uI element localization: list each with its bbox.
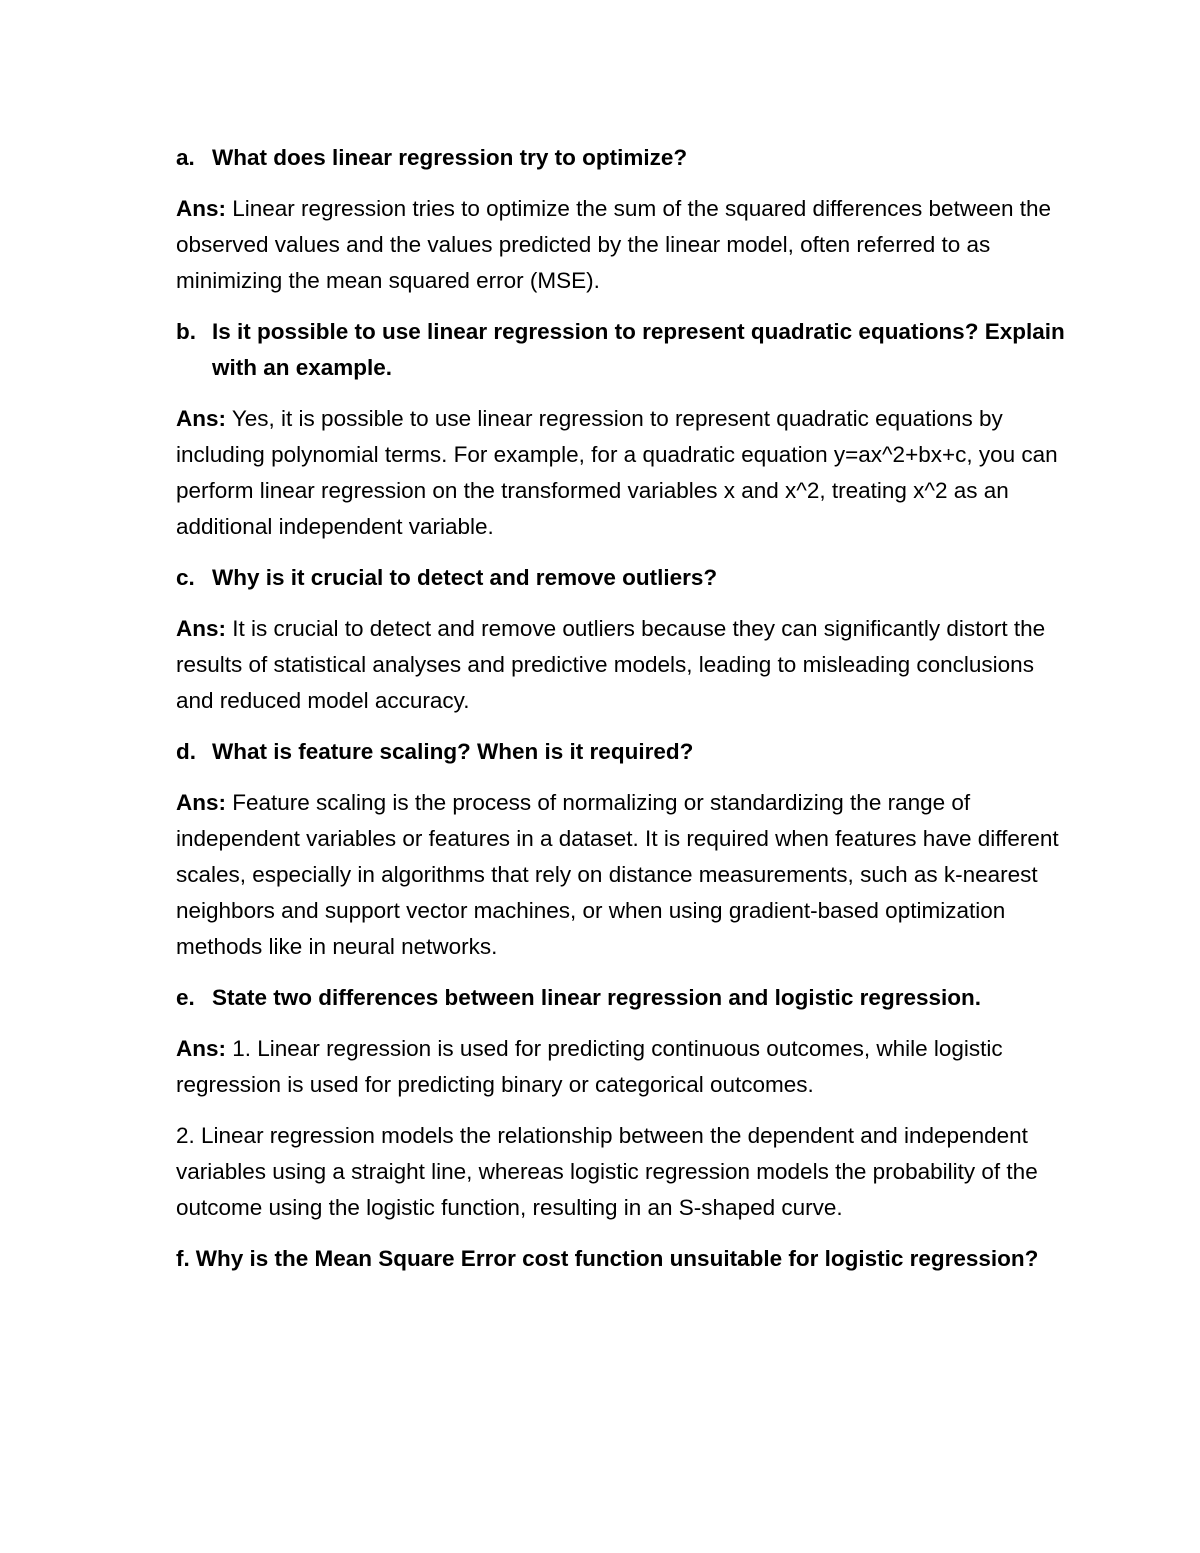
question-a [176, 140, 1076, 176]
answer-b [176, 401, 1076, 545]
answer-text: It is crucial to detect and remove outliers because they can significantly distort the results of statistical analyses and predictive models, leading to misleading conclusions and reduced model accuracy. [176, 616, 1046, 713]
answer-label: Ans: [176, 196, 226, 221]
answer-text: Feature scaling is the process of normalizing or standardizing the range of independent variables or features in a dataset. It is required when features have different scales, especially in algorithms that rely on distance measurements, such as k-nearest neighbors and support vector machines, or when using gradient-based optimization methods like in neural networks. [176, 790, 1059, 959]
answer-label: Ans: [176, 790, 226, 815]
question-text: State two differences between linear regression and logistic regression. [212, 985, 981, 1010]
answer-e [176, 1031, 1076, 1103]
question-marker: e. [176, 985, 195, 1010]
question-marker: c. [176, 565, 195, 590]
answer-text: Linear regression tries to optimize the sum of the squared differences between the observed values and the values predicted by the linear model, often referred to as minimizing the mean squared error (MSE). [176, 196, 1052, 293]
answer-text: 1. Linear regression is used for predicting continuous outcomes, while logistic regression is used for predicting binary or categorical outcomes. [176, 1036, 1003, 1097]
question-f [176, 1241, 1076, 1277]
document-page [176, 140, 1076, 1292]
answer-text: Yes, it is possible to use linear regression to represent quadratic equations by including polynomial terms. For example, for a quadratic equation y=ax^2+bx+c, you can perform linear regression on the transformed variables x and x^2, treating x^2 as an additional independent variable. [176, 406, 1058, 539]
question-e [176, 980, 1076, 1016]
question-b [176, 314, 1076, 386]
question-marker: b. [176, 319, 196, 344]
answer-label: Ans: [176, 406, 226, 431]
question-text: What is feature scaling? When is it required? [212, 739, 694, 764]
answer-e-part-2: 2. Linear regression models the relationship between the dependent and independent variables using a straight line, whereas logistic regression models the probability of the outcome using the logistic function, resulting in an S-shaped curve. [176, 1123, 1038, 1220]
question-text: Is it possible to use linear regression to represent quadratic equations? Explain with an example. [212, 319, 1065, 380]
answer-label: Ans: [176, 1036, 226, 1061]
question-text: What does linear regression try to optimize? [212, 145, 688, 170]
question-text: Why is the Mean Square Error cost function unsuitable for logistic regression? [195, 1246, 1039, 1271]
answer-d [176, 785, 1076, 965]
answer-label: Ans: [176, 616, 226, 641]
question-c [176, 560, 1076, 596]
question-text: Why is it crucial to detect and remove outliers? [212, 565, 718, 590]
answer-c [176, 611, 1076, 719]
question-marker: d. [176, 739, 196, 764]
question-d [176, 734, 1076, 770]
answer-a [176, 191, 1076, 299]
question-marker: a. [176, 145, 195, 170]
question-marker: f. [176, 1246, 190, 1271]
